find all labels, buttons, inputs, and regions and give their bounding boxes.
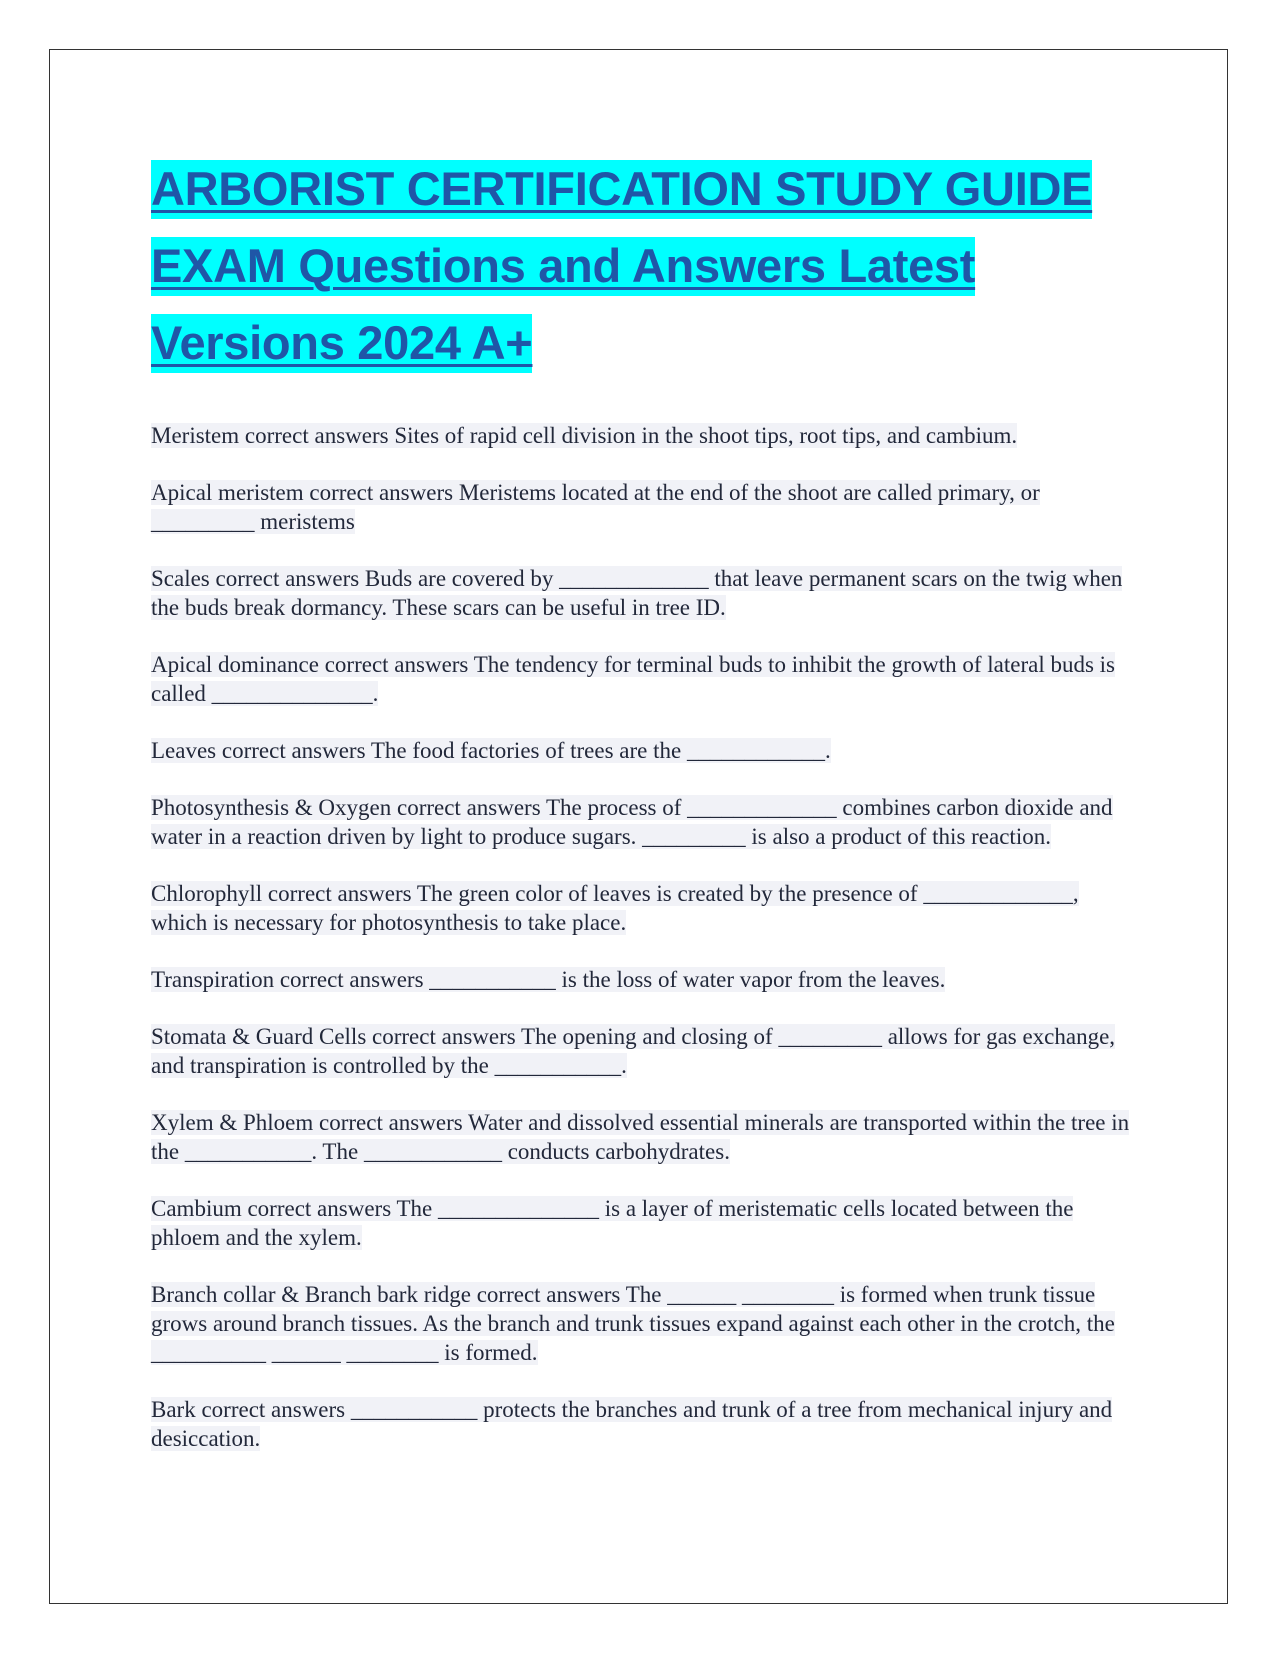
qa-entry-text: Scales correct answers Buds are covered by _____________ that leave permanent scars on the twig when the buds break dormancy. These scars can be useful in tree ID. <box>151 566 1123 620</box>
qa-entry-stomata <box>151 1022 1131 1080</box>
qa-entry-meristem <box>151 421 1131 450</box>
qa-entry-transpiration <box>151 965 1131 994</box>
qa-entry-text: Stomata & Guard Cells correct answers The opening and closing of _________ allows for gas exchange, and transpiration is controlled by the ___________. <box>151 1024 1116 1078</box>
document-title-text: ARBORIST CERTIFICATION STUDY GUIDE EXAM Questions and Answers Latest Versions 2024 A+ <box>151 160 1092 373</box>
qa-entry-cambium <box>151 1194 1131 1252</box>
qa-entry-text: Bark correct answers ___________ protects the branches and trunk of a tree from mechanical injury and desiccation. <box>151 1397 1113 1451</box>
qa-entry-text: Meristem correct answers Sites of rapid cell division in the shoot tips, root tips, and cambium. <box>151 423 1018 448</box>
qa-entry-text: Chlorophyll correct answers The green color of leaves is created by the presence of _____________, which is necessary for photosynthesis to take place. <box>151 881 1079 935</box>
qa-entry-apical-meristem <box>151 478 1131 536</box>
qa-entry-text: Branch collar & Branch bark ridge correct answers The ______ ________ is formed when trunk tissue grows around branch tissues. As the branch and trunk tissues expand against each other in the crotch, the __________ ______ ________ is formed. <box>151 1282 1115 1365</box>
qa-entry-text: Photosynthesis & Oxygen correct answers The process of _____________ combines carbon dioxide and water in a reaction driven by light to produce sugars. _________ is also a product of this reaction. <box>151 795 1113 849</box>
qa-entry-chlorophyll <box>151 879 1131 937</box>
qa-entry-scales <box>151 564 1131 622</box>
qa-entry-text: Apical dominance correct answers The tendency for terminal buds to inhibit the growth of lateral buds is called ______________. <box>151 652 1116 706</box>
qa-entry-text: Cambium correct answers The ______________ is a layer of meristematic cells located between the phloem and the xylem. <box>151 1196 1074 1250</box>
document-title <box>151 150 1131 381</box>
qa-entry-text: Transpiration correct answers ___________ is the loss of water vapor from the leaves. <box>151 967 946 992</box>
qa-entry-text: Xylem & Phloem correct answers Water and dissolved essential minerals are transported within the tree in the ___________. The ____________ conducts carbohydrates. <box>151 1110 1130 1164</box>
qa-entry-text: Leaves correct answers The food factories of trees are the ____________. <box>151 738 831 763</box>
qa-entry-apical-dominance <box>151 650 1131 708</box>
qa-entry-text: Apical meristem correct answers Meristems located at the end of the shoot are called primary, or _________ meristems <box>151 480 1040 534</box>
qa-entry-bark <box>151 1395 1131 1453</box>
qa-entry-xylem-phloem <box>151 1108 1131 1166</box>
document-body <box>151 150 1131 1481</box>
qa-entry-branch-collar <box>151 1280 1131 1367</box>
qa-entry-photosynthesis <box>151 793 1131 851</box>
qa-entry-leaves <box>151 736 1131 765</box>
